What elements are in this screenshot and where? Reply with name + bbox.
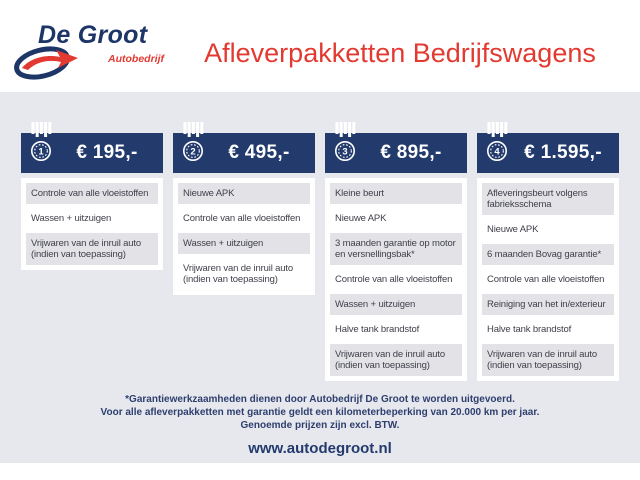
medal-icon xyxy=(484,122,510,166)
package-column xyxy=(21,133,163,270)
packages-grid xyxy=(21,133,619,381)
medal-icon xyxy=(28,122,54,166)
package-item: Nieuwe APK xyxy=(482,219,614,240)
footnote-line: Voor alle afleverpakketten met garantie geldt een kilometerbeperking van 20.000 km per jaar. xyxy=(100,407,540,418)
package-column xyxy=(325,133,467,381)
package-item: Controle van alle vloeistoffen xyxy=(26,183,158,204)
brand-name: De Groot xyxy=(38,21,148,49)
package-item: Nieuwe APK xyxy=(330,208,462,229)
package-item: Reiniging van het in/exterieur xyxy=(482,294,614,315)
package-price-header xyxy=(173,133,315,173)
brand-subtitle: Autobedrijf xyxy=(108,53,164,65)
content-area xyxy=(0,92,640,463)
footnote-line: *Garantiewerkzaamheden dienen door Autobedrijf De Groot te worden uitgevoerd. xyxy=(125,394,515,405)
package-column xyxy=(173,133,315,295)
package-price: € 495,- xyxy=(228,142,290,163)
package-item: 6 maanden Bovag garantie* xyxy=(482,244,614,265)
package-item: Vrijwaren van de inruil auto (indien van toepassing) xyxy=(26,233,158,265)
package-item: Nieuwe APK xyxy=(178,183,310,204)
package-items-card xyxy=(21,178,163,270)
package-price-header xyxy=(21,133,163,173)
medal-number: 1 xyxy=(38,146,44,158)
footnotes xyxy=(21,393,619,432)
package-column xyxy=(477,133,619,381)
footnote-line: Genoemde prijzen zijn excl. BTW. xyxy=(240,420,400,431)
bottom-strip xyxy=(0,463,640,480)
package-item: Controle van alle vloeistoffen xyxy=(178,208,310,229)
package-item: Halve tank brandstof xyxy=(482,319,614,340)
package-items-card xyxy=(325,178,467,381)
medal-number: 4 xyxy=(494,146,500,158)
package-items-card xyxy=(477,178,619,381)
header-bar xyxy=(0,0,640,92)
medal-icon xyxy=(180,122,206,166)
package-item: Halve tank brandstof xyxy=(330,319,462,340)
medal-icon xyxy=(332,122,358,166)
brand-logo xyxy=(12,21,180,85)
package-price-header xyxy=(325,133,467,173)
page-title: Afleverpakketten Bedrijfswagens xyxy=(204,37,596,68)
package-price-header xyxy=(477,133,619,173)
package-item: Controle van alle vloeistoffen xyxy=(482,269,614,290)
package-price: € 895,- xyxy=(380,142,442,163)
package-item: Vrijwaren van de inruil auto (indien van toepassing) xyxy=(482,344,614,376)
package-item: Kleine beurt xyxy=(330,183,462,204)
website-link[interactable]: www.autodegroot.nl xyxy=(248,440,392,457)
package-item: Wassen + uitzuigen xyxy=(26,208,158,229)
package-item: Wassen + uitzuigen xyxy=(330,294,462,315)
medal-number: 2 xyxy=(190,146,196,158)
package-price: € 1.595,- xyxy=(524,142,602,163)
package-price: € 195,- xyxy=(76,142,138,163)
package-item: Afleveringsbeurt volgens fabrieksschema xyxy=(482,183,614,215)
package-item: 3 maanden garantie op motor en versnellingsbak* xyxy=(330,233,462,265)
medal-number: 3 xyxy=(342,146,348,158)
package-item: Controle van alle vloeistoffen xyxy=(330,269,462,290)
package-item: Vrijwaren van de inruil auto (indien van toepassing) xyxy=(330,344,462,376)
package-item: Wassen + uitzuigen xyxy=(178,233,310,254)
package-item: Vrijwaren van de inruil auto (indien van toepassing) xyxy=(178,258,310,290)
package-items-card xyxy=(173,178,315,295)
